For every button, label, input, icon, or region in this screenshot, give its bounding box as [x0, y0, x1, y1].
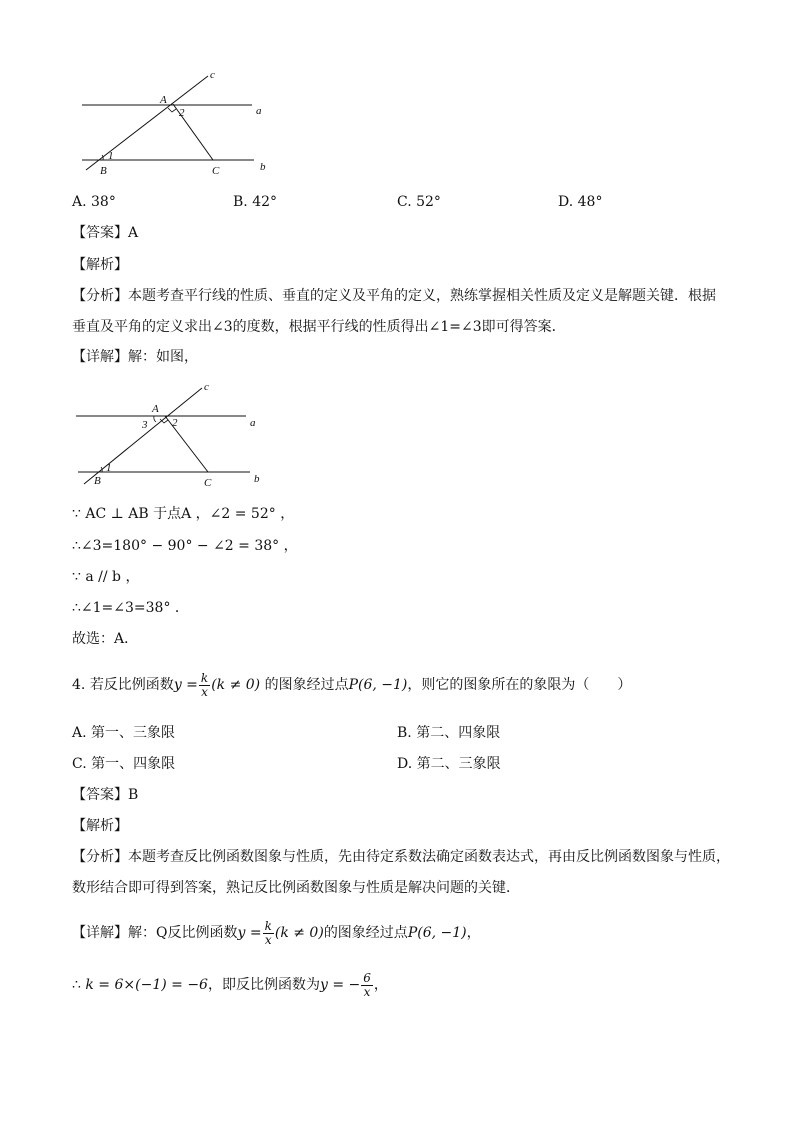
- q3-option-d: D. 48°: [558, 194, 603, 210]
- detail-text1: 反比例函数: [167, 925, 238, 941]
- last-mid: ，即反比例函数为: [207, 977, 320, 993]
- right-angle-mark: [168, 108, 176, 112]
- detail-point: P(6, −1): [407, 925, 467, 941]
- q4-func-cond: (k ≠ 0): [211, 677, 261, 693]
- label-B: B: [100, 165, 107, 177]
- detail-text2: 的图象经过点: [323, 925, 408, 941]
- k-equation: k = 6×(−1) = −6: [85, 977, 208, 993]
- q4-fenxi-line1: [72, 848, 730, 866]
- q3-option-c: C. 52°: [397, 194, 441, 210]
- detail-func-cond: (k ≠ 0): [274, 925, 324, 941]
- q4-option-d: D. 第二、三象限: [397, 756, 501, 772]
- fraction-numerator: k: [200, 670, 209, 685]
- detail-fraction: [263, 920, 274, 947]
- answer-tag: 【答案】: [72, 787, 128, 803]
- q4-option-a: A. 第一、三象限: [72, 725, 176, 741]
- fraction-numerator: 6: [363, 970, 371, 985]
- q4-stem: [72, 666, 631, 704]
- q3-answer: [72, 224, 138, 242]
- q4-option-c: C. 第一、四象限: [72, 756, 176, 772]
- q3-option-b: B. 42°: [233, 194, 278, 210]
- fenxi-tag: 【分析】: [72, 288, 128, 304]
- geometry-figure-2: [70, 378, 280, 490]
- detail-end: ，: [466, 925, 481, 941]
- fraction-denominator: x: [201, 684, 208, 699]
- line-c: [84, 388, 202, 484]
- q4-stem-mid: 的图象经过点: [264, 677, 349, 693]
- label-angle-2: 2: [172, 417, 178, 429]
- because-symbol: Q: [156, 925, 168, 941]
- q4-fraction: [199, 672, 210, 699]
- geometry-figure-1: [76, 66, 286, 181]
- q4-number: 4.: [72, 677, 86, 693]
- fenxi-text: 本题考查平行线的性质、垂直的定义及平角的定义，熟练掌握相关性质及定义是解题关键．根据: [128, 288, 716, 304]
- detail-pre: 解：: [128, 925, 156, 941]
- answer-value: A: [128, 225, 139, 241]
- q3-analysis-tag: 【解析】: [72, 257, 128, 273]
- label-A: A: [160, 94, 167, 106]
- label-angle-3: 3: [142, 419, 148, 431]
- q4-last-line: [72, 966, 388, 1004]
- q4-detail: [72, 914, 481, 952]
- q3-option-a: A. 38°: [72, 194, 116, 210]
- q3-solution-line4: ∴∠1=∠3=38° ．: [72, 600, 189, 616]
- q4-fenxi-line2: 数形结合即可得到答案，熟记反比例函数图象与性质是解决问题的关键．: [72, 880, 520, 896]
- q4-func-y: y =: [173, 677, 198, 693]
- label-angle-1: 1: [108, 150, 114, 162]
- label-C: C: [212, 165, 220, 177]
- q4-option-b: B. 第二、四象限: [397, 725, 501, 741]
- label-angle-2: 2: [179, 107, 185, 119]
- label-B: B: [94, 475, 101, 487]
- label-c: c: [204, 381, 209, 393]
- label-b: b: [254, 473, 260, 485]
- therefore-symbol: ∴: [72, 977, 81, 993]
- label-b: b: [260, 161, 266, 173]
- label-C: C: [204, 477, 212, 489]
- answer-tag: 【答案】: [72, 225, 128, 241]
- q4-analysis-tag: 【解析】: [72, 818, 128, 834]
- fenxi-text: 本题考查反比例函数图象与性质，先由待定系数法确定函数表达式，再由反比例函数图象与性质，: [128, 849, 730, 865]
- answer-value: B: [128, 787, 139, 803]
- q4-point: P(6, −1): [348, 677, 408, 693]
- last-func-y: y = −: [319, 977, 361, 993]
- fenxi-tag: 【分析】: [72, 849, 128, 865]
- detail-tag: 【详解】: [72, 349, 128, 365]
- line-c: [86, 76, 208, 170]
- label-c: c: [210, 69, 215, 81]
- q3-fenxi-line1: [72, 287, 716, 305]
- detail-tag: 【详解】: [72, 925, 128, 941]
- q3-solution-line5: 故选：A．: [72, 631, 139, 647]
- fraction-denominator: x: [264, 932, 272, 947]
- q4-stem-post: ，则它的图象所在的象限为（ ）: [407, 677, 632, 693]
- q4-answer: [72, 786, 138, 804]
- last-fraction: [361, 972, 373, 999]
- label-a: a: [250, 417, 256, 429]
- q3-detail: [72, 348, 198, 366]
- label-a: a: [256, 105, 262, 117]
- last-end: ，: [373, 977, 388, 993]
- label-A: A: [152, 403, 159, 415]
- detail-text: 解：如图，: [128, 349, 198, 365]
- fraction-denominator: x: [363, 984, 371, 999]
- q3-solution-line1: ∵ AC ⊥ AB 于点A ，∠2 = 52° ，: [72, 506, 295, 522]
- q3-solution-line3: ∵ a // b ，: [72, 569, 140, 585]
- detail-func-y: y =: [237, 925, 262, 941]
- q3-fenxi-line2: 垂直及平角的定义求出∠3的度数，根据平行线的性质得出∠1=∠3即可得答案．: [72, 319, 566, 335]
- q3-solution-line2: ∴∠3=180° − 90° − ∠2 = 38° ，: [72, 538, 298, 554]
- q4-stem-pre: 若反比例函数: [89, 677, 174, 693]
- label-angle-1: 1: [106, 462, 112, 474]
- fraction-numerator: k: [264, 918, 272, 933]
- angle-3-arc: [154, 416, 156, 422]
